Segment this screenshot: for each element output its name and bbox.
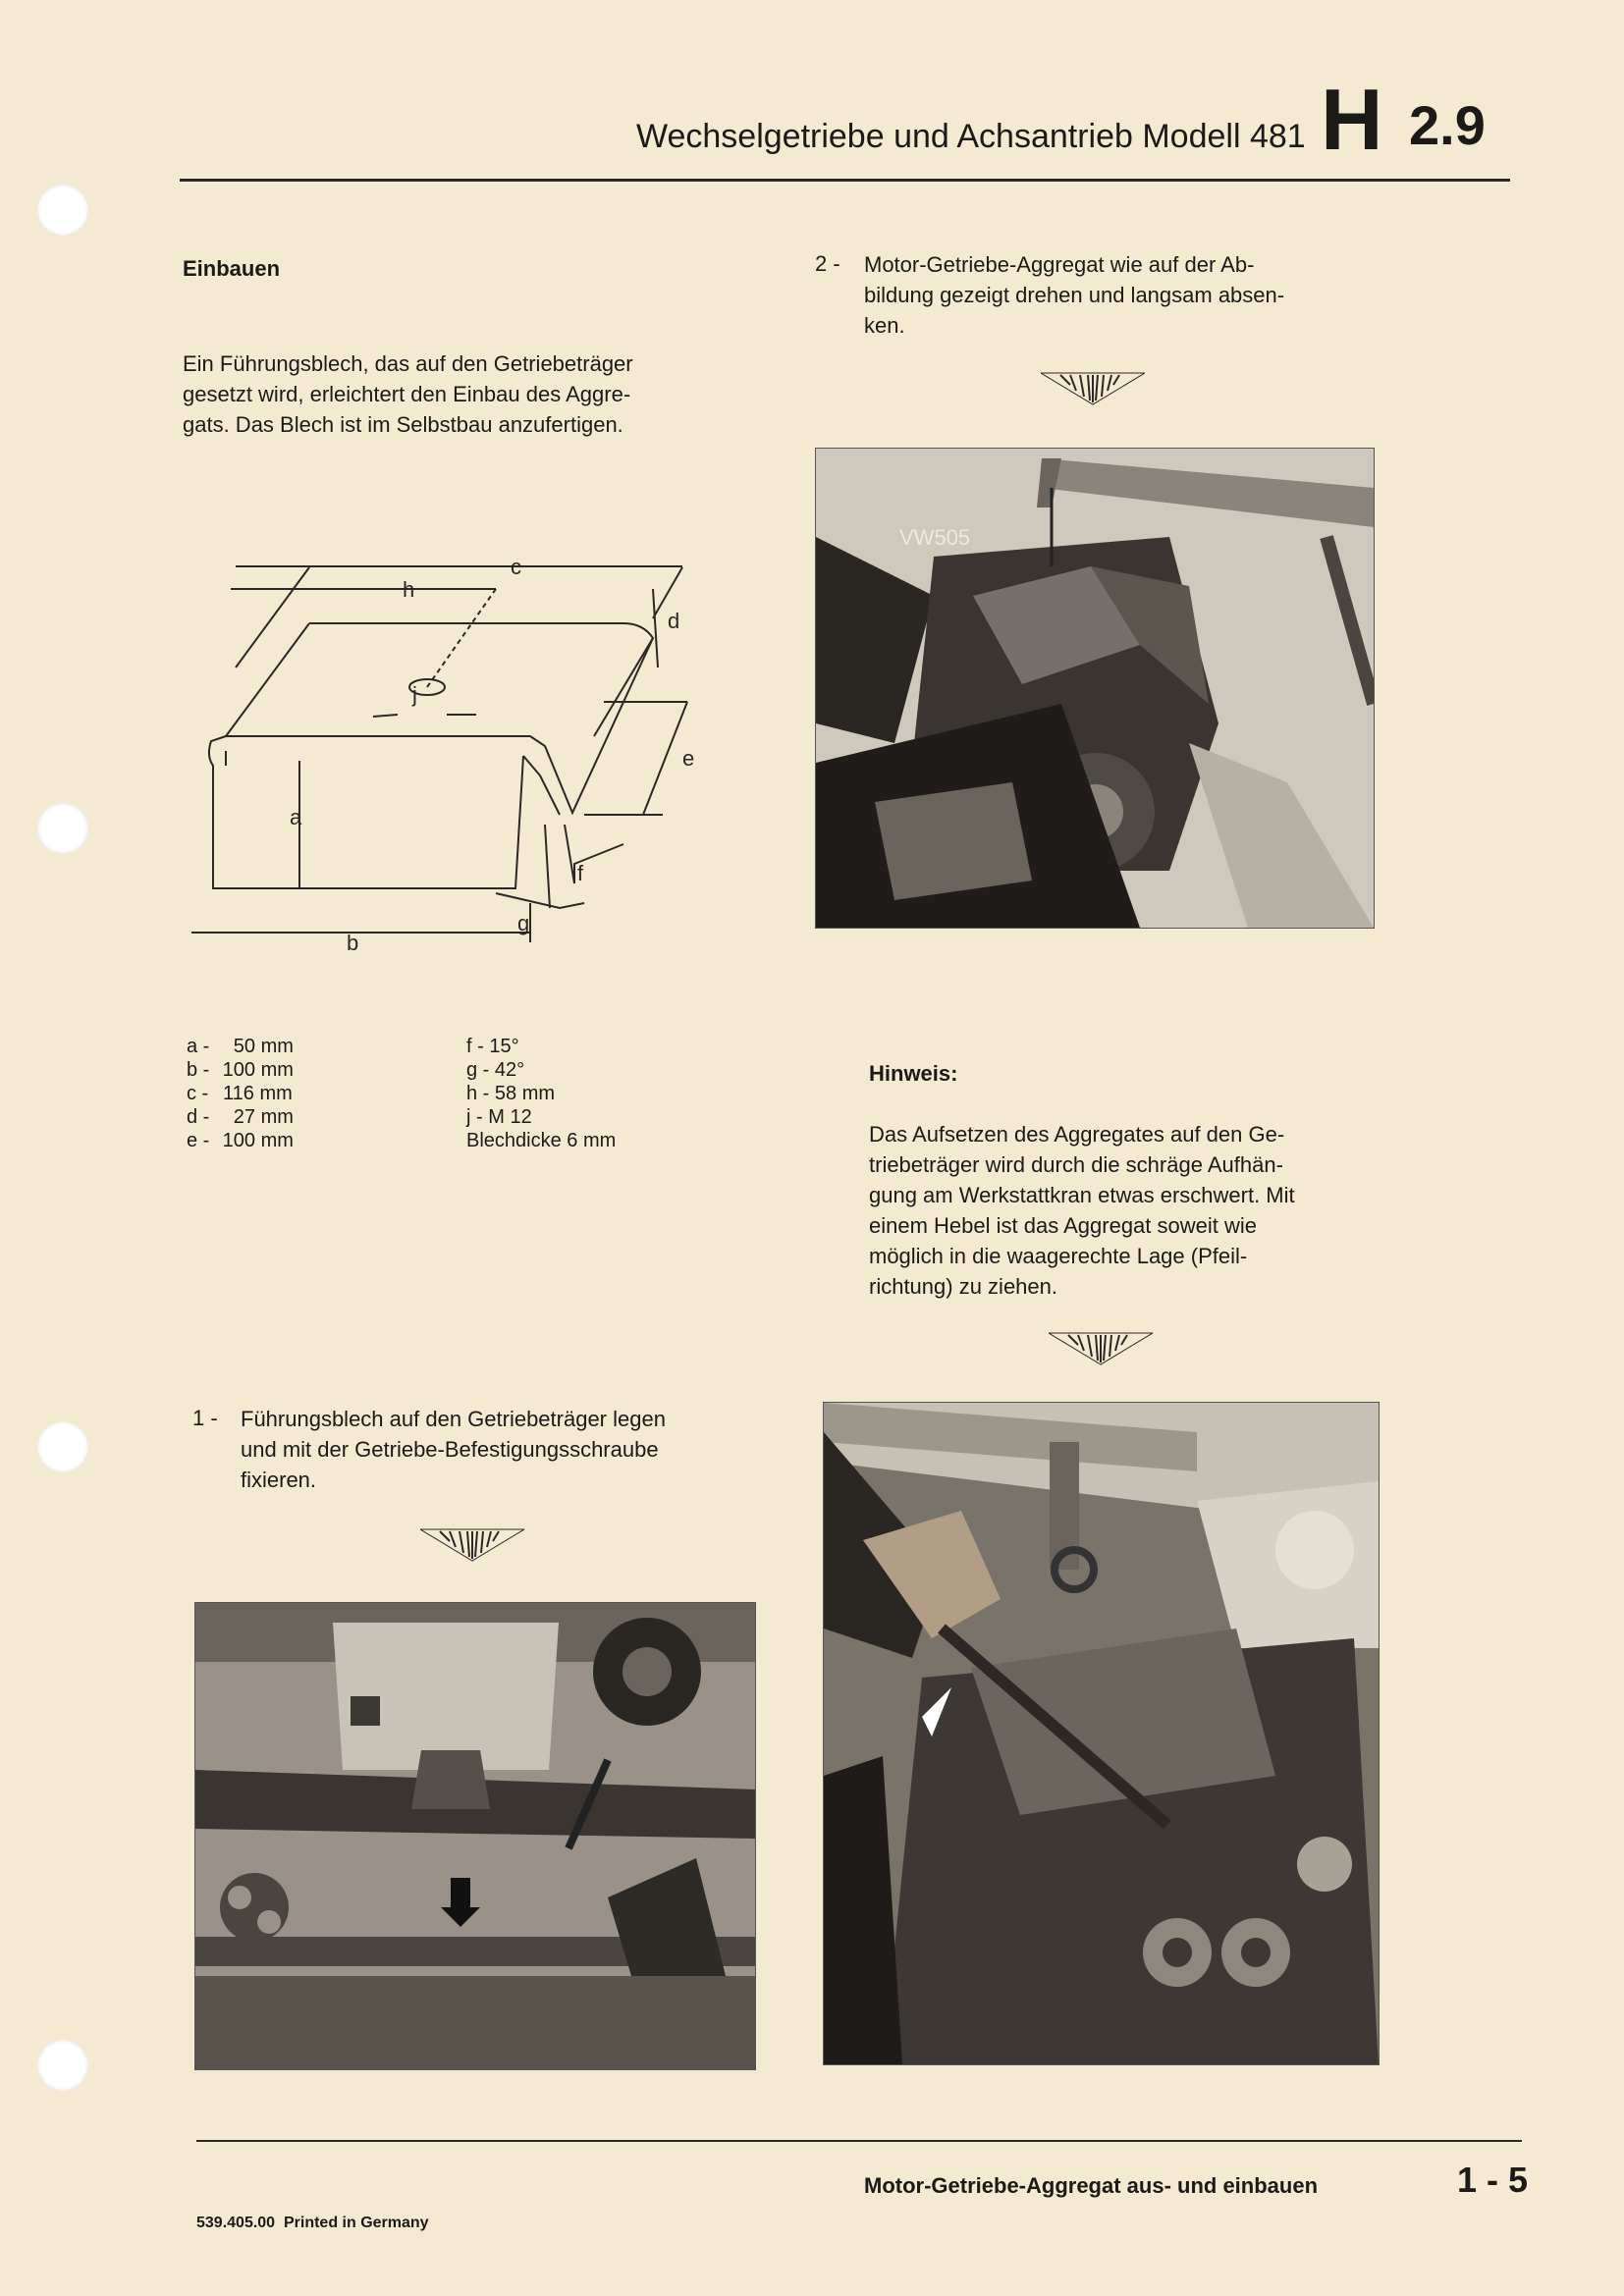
- intro-line: gesetzt wird, erleichtert den Einbau des Aggre-: [183, 382, 631, 406]
- step-2-text: Motor-Getriebe-Aggregat wie auf der Ab- bildung gezeigt drehen und langsam absen- ken.: [864, 252, 1285, 338]
- step-2-number: 2 -: [815, 251, 840, 276]
- label-f: f: [577, 861, 584, 885]
- label-g: g: [517, 911, 530, 935]
- label-b: b: [347, 931, 359, 955]
- dim-row: a - 50 mm: [187, 1036, 294, 1057]
- dim-line-d: [653, 589, 658, 667]
- dimensions-right: [466, 1035, 702, 1152]
- label-a: a: [290, 805, 302, 829]
- label-e: e: [682, 746, 695, 771]
- tool-label-vw505: VW505: [899, 525, 971, 550]
- label-j: j: [412, 682, 417, 707]
- pointer-arrow-icon: [420, 1527, 524, 1563]
- dim-line-j: [373, 715, 476, 717]
- step-1-number: 1 -: [192, 1406, 218, 1430]
- dim-row: c - 116 mm: [187, 1083, 293, 1104]
- footer-print-code: 539.405.00 Printed in Germany: [196, 2215, 429, 2231]
- footer-rule: [196, 2140, 1522, 2142]
- intro-line: Ein Führungsblech, das auf den Getriebeträger: [183, 351, 633, 376]
- dim-row: e - 100 mm: [187, 1130, 294, 1151]
- step-1-text: Führungsblech auf den Getriebeträger legen und mit der Getriebe-Befestigungsschraube fixieren.: [241, 1407, 666, 1492]
- label-d: d: [668, 609, 680, 633]
- dim-row: d - 27 mm: [187, 1106, 294, 1128]
- header-rule: [180, 179, 1510, 182]
- intro-paragraph: [183, 348, 742, 440]
- section-heading: Einbauen: [183, 256, 281, 281]
- photo-guide-plate-mounted: [194, 1602, 756, 2070]
- pointer-arrow-icon: [1041, 371, 1145, 406]
- punch-hole: [37, 2040, 88, 2091]
- guide-plate-diagram: [191, 530, 761, 972]
- footer-page-number: 1 - 5: [1457, 2160, 1529, 2200]
- dim-row: g - 42°: [466, 1059, 525, 1081]
- plate-left-edge: [226, 623, 309, 736]
- pointer-arrow-icon: [1049, 1331, 1153, 1366]
- dim-row: b - 100 mm: [187, 1059, 294, 1081]
- dim-line-e: [643, 702, 687, 815]
- section-letter: H: [1321, 71, 1383, 168]
- plate-front-face: [209, 736, 523, 888]
- plate-right-bend: [530, 638, 653, 813]
- intro-line: gats. Das Blech ist im Selbstbau anzufertigen.: [183, 412, 623, 437]
- dimensions-left: [187, 1035, 334, 1152]
- note-heading: Hinweis:: [869, 1061, 958, 1086]
- plate-top-edge: [309, 623, 653, 736]
- footer-chapter: Motor-Getriebe-Aggregat aus- und einbauen: [864, 2173, 1319, 2198]
- note-paragraph: Das Aufsetzen des Aggregates auf den Ge- triebeträger wird durch die schräge Aufhän- gung am Werkstattkran etwas erschwert. Mit einem Hebel ist das Aggregat soweit wie möglich in die waagerechte Lage (Pfeil- richtung) zu ziehen.: [869, 1122, 1295, 1299]
- sheet-thickness: Blechdicke 6 mm: [466, 1130, 617, 1151]
- label-h: h: [403, 577, 415, 602]
- dim-row: h - 58 mm: [466, 1083, 556, 1104]
- photo-engine-lever: [823, 1402, 1380, 2065]
- label-c: c: [511, 555, 521, 579]
- section-number: 2.9: [1409, 94, 1486, 156]
- punch-hole: [37, 1421, 88, 1472]
- punch-hole: [37, 185, 88, 236]
- photo-engine-lowering: [815, 448, 1375, 929]
- dim-line-f: [565, 825, 623, 883]
- dim-row: f - 15°: [466, 1036, 519, 1057]
- punch-hole: [37, 803, 88, 854]
- dim-row: j - M 12: [466, 1106, 532, 1128]
- header-title: Wechselgetriebe und Achsantrieb Modell 481: [636, 118, 1306, 155]
